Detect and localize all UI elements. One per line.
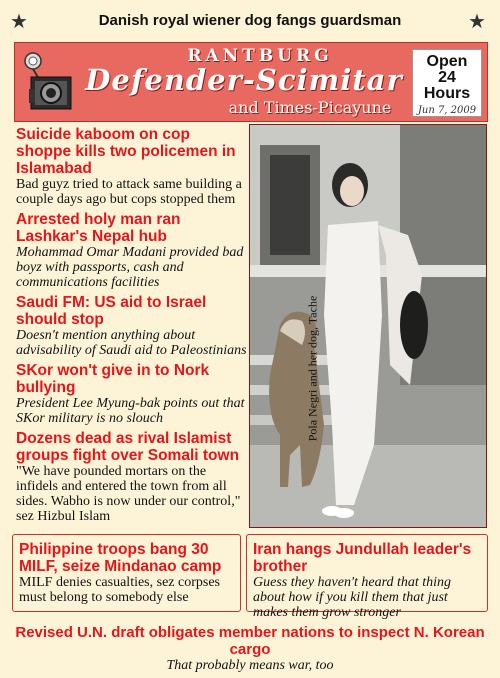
story-text: Doesn't mention anything about advisability of Saudi aid to Paleostinians: [16, 328, 247, 358]
story-text: Bad guyz tried to attack same building a couple days ago but cops stopped them: [16, 177, 242, 207]
camera-icon: [21, 51, 77, 113]
open-hours-label: Hours: [423, 85, 471, 102]
story: [16, 362, 248, 426]
pola-negri-photo[interactable]: [250, 125, 486, 527]
story-headline[interactable]: Iran hangs Jundullah leader's brother: [253, 541, 472, 575]
masthead-title-sub: and Times-Picayune: [228, 98, 392, 117]
story-text: That probably means war, too: [166, 658, 334, 673]
open-label: Open: [426, 53, 468, 70]
story-headline[interactable]: Dozens dead as rival Islamist groups fight over Somali town: [16, 430, 240, 464]
story: [16, 211, 248, 290]
tagline[interactable]: Danish royal wiener dog fangs guardsman: [98, 12, 402, 29]
edition-date: Jun 7, 2009: [417, 105, 477, 116]
story-text: "We have pounded mortars on the infidels and entered the town from all sides. Wabho is now under our control," sez Hizbul Islam: [16, 464, 241, 524]
story-headline[interactable]: SKor won't give in to Nork bullying: [16, 362, 210, 396]
story-list: [16, 126, 248, 524]
footer-story: [14, 624, 486, 673]
photo-caption: Pola Negri and her dog, Tache: [305, 295, 320, 442]
story-headline[interactable]: Revised U.N. draft obligates member nations to inspect N. Korean cargo: [15, 624, 485, 658]
story-headline[interactable]: Saudi FM: US aid to Israel should stop: [16, 294, 207, 328]
masthead-title-main: Defender-Scimitar: [85, 63, 403, 97]
open-hours-number: 24: [438, 69, 456, 86]
open-hours-box: [412, 49, 482, 117]
photo-frame: [249, 124, 487, 528]
star-icon: ★: [10, 11, 28, 33]
star-icon: ★: [468, 11, 486, 33]
story-headline[interactable]: Suicide kaboom on cop shoppe kills two policemen in Islamabad: [16, 126, 236, 177]
story-text: Mohammad Omar Madani provided bad boyz with passports, cash and communications facilities: [16, 245, 244, 290]
story-text: President Lee Myung-bak points out that SKor military is no slouch: [16, 396, 245, 426]
story: [16, 430, 248, 524]
story: [16, 126, 248, 207]
story-text: Guess they haven't heard that thing about how if you kill them that just makes them grow stronger: [253, 575, 452, 620]
masthead: [14, 42, 488, 122]
masthead-title-top: RANTBURG: [187, 46, 333, 66]
story-headline[interactable]: Arrested holy man ran Lashkar's Nepal hub: [16, 211, 181, 245]
story-headline[interactable]: Philippine troops bang 30 MILF, seize Mindanao camp: [19, 541, 222, 575]
story: [16, 294, 248, 358]
story-text: MILF denies casualties, sez corpses must belong to somebody else: [19, 575, 220, 605]
story-box: [12, 534, 241, 612]
story-box: [246, 534, 488, 620]
